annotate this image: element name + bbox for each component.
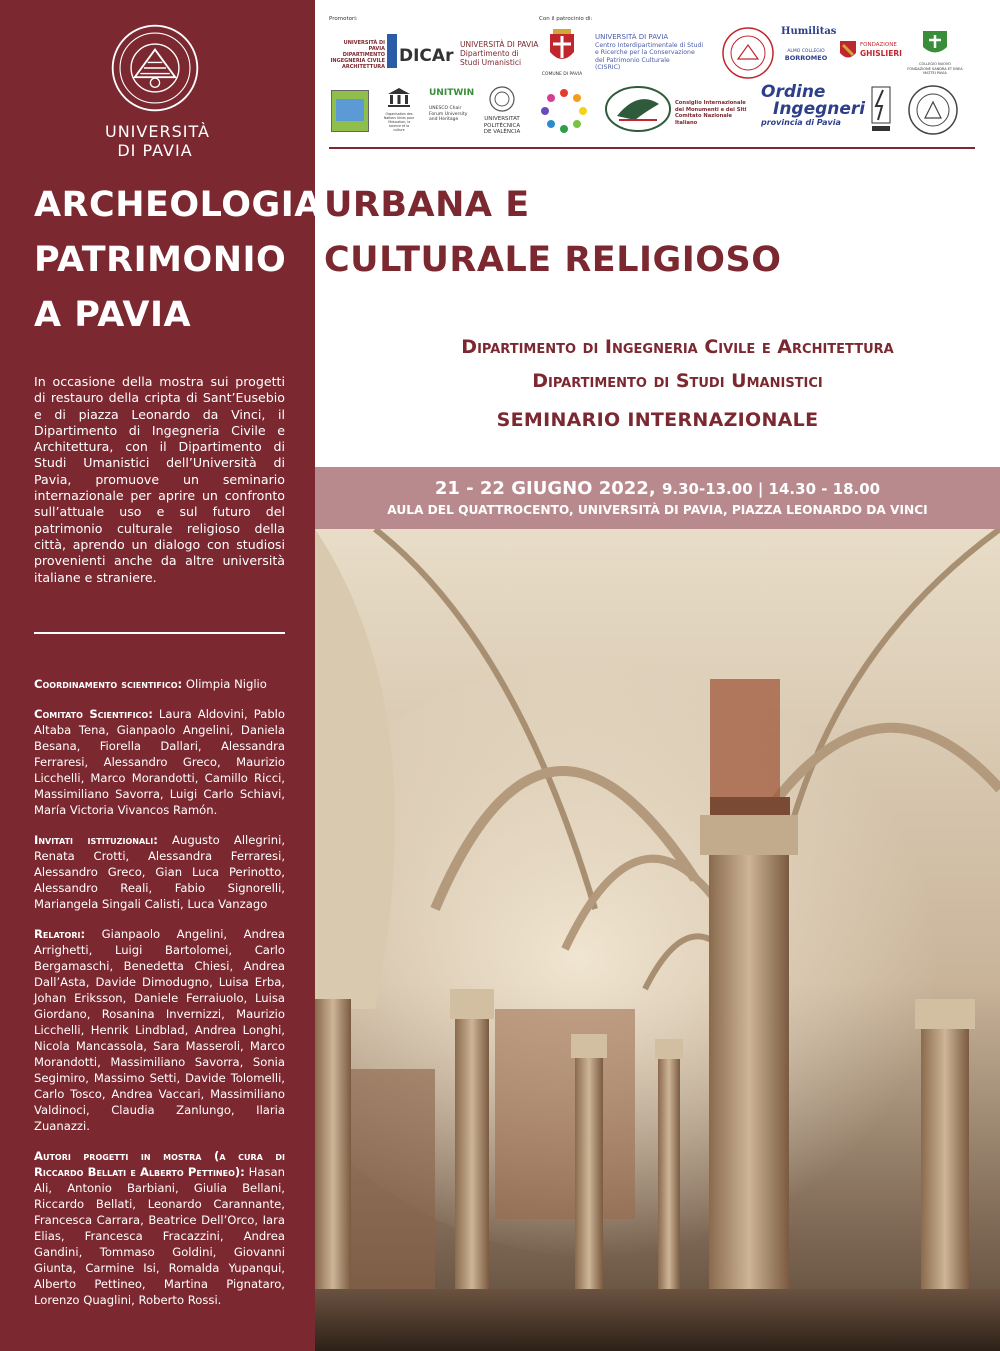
collegio-nuovo-crest-icon [922, 30, 948, 58]
university-logo [105, 22, 210, 160]
logo-icomos-line: Consiglio Internazionale [675, 100, 746, 106]
logo-comune-pavia [539, 28, 585, 77]
credit-names: Hasan Ali, Antonio Barbiani, Giulia Bellani, Riccardo Bellati, Leonardo Carannante, Francesca Carrara, Beatrice Dell’Orco, Iara Elias, Francesca Fracazzini, Andrea Gandini, Tommaso Goldini, Giovanni Giunta, Carmine Isi, Romalda Yupanqui, Alberto Pettineo, Martina Pignataro, Lorenzo Quaglini, Roberto Rossi. [34, 1165, 285, 1307]
credit-label: Relatori: [34, 927, 86, 941]
page-title [34, 178, 994, 343]
event-dates: 21 - 22 GIUGNO 2022, [434, 478, 656, 499]
title-part: A PAVIA [34, 295, 192, 335]
header-rule [329, 147, 975, 149]
logo-upv-line: DE VALÈNCIA [483, 129, 521, 135]
credit-names: Laura Aldovini, Pablo Altaba Tena, Gianpaolo Angelini, Daniela Besana, Fiorella Dallari, Alessandra Ferraresi, Alessandro Greco, Maurizio Licchelli, Marco Morandotti, Camillo Ricci, Massimiliano Savorra, Luigi Carlo Schiavi, María Victoria Vivancos Ramón. [34, 707, 285, 817]
logo-upv-line: POLITÈCNICA [483, 122, 521, 129]
partner-logos [315, 0, 1000, 160]
credit-comitato [34, 706, 285, 818]
event-dates-line [315, 477, 1000, 501]
logo-unitwin-line: UNESCO Chair [429, 106, 462, 111]
upv-seal-icon [489, 86, 515, 112]
credit-invitati [34, 832, 285, 912]
logo-ordine-line: Ordine [761, 82, 826, 102]
department-dsu: Dipartimento di Studi Umanistici [532, 370, 823, 392]
logo-upv [479, 86, 525, 136]
logo-unitwin-title: UNITWIN [429, 88, 475, 98]
logo-borromeo-line: BORROMEO [784, 54, 828, 62]
logo-unipv-dicar: UNIVERSITÀ DI PAVIA DIPARTIMENTO INGEGNERIA CIVILE ARCHITETTURA [330, 40, 385, 70]
credit-names: Olimpia Niglio [185, 677, 267, 691]
logo-cisric-line: e Ricerche per la Conservazione [595, 49, 695, 56]
logo-cisric-line: del Patrimonio Culturale [595, 56, 670, 64]
logo-unipv-dsu-line: Studi Umanistici [460, 58, 522, 67]
round-seal-icon [907, 84, 959, 136]
logo-collegio-nuovo-text: COLLEGIO NUOVO FONDAZIONE SANDRA ET ENEA MATTEI PAVIA [907, 62, 963, 75]
crypt-illustration [315, 529, 1000, 1351]
credit-names: Augusto Allegrini, Renata Crotti, Alessandra Ferraresi, Alessandro Greco, Gian Luca Perinotto, Alessandro Reali, Fabio Signorelli, Mariangela Singali Calisti, Luca Vanzago [34, 833, 286, 911]
university-name-line1: UNIVERSITÀ [105, 122, 210, 141]
logo-upv-line: UNIVERSITAT [484, 116, 520, 122]
department-dicar: Dipartimento di Ingegneria Civile e Architettura [461, 336, 894, 358]
event-band [315, 467, 1000, 529]
title-part: URBANA E [324, 185, 530, 225]
title-part: CULTURALE RELIGIOSO [324, 240, 782, 280]
logo-collegio-nuovo [907, 30, 963, 76]
credit-relatori [34, 926, 285, 1134]
logo-cisric-line: (CISRIC) [595, 64, 621, 71]
logo-unitwin-line: and Heritage [429, 117, 459, 122]
logo-upv-text [479, 116, 525, 136]
logo-ghislieri-line: FONDAZIONE [860, 42, 897, 48]
event-venue: AULA DEL QUATTROCENTO, UNIVERSITÀ DI PAVIA, PIAZZA LEONARDO DA VINCI [387, 503, 928, 517]
logo-dicar-text: DICAr [399, 46, 454, 66]
logo-book-cover [331, 90, 369, 132]
logo-ordine-ingegneri [761, 82, 866, 128]
logo-unitwin [429, 88, 475, 123]
credit-label: Comitato Scientifico: [34, 707, 153, 721]
credit-autori [34, 1148, 285, 1308]
logo-dicar [387, 34, 454, 68]
departments [315, 330, 1000, 434]
intro-text: In occasione della mostra sui progetti di restauro della cripta di Sant’Eusebio e di piazza Leonardo da Vinci, il Dipartimento di Ingegneria Civile e Architettura, con il Dipartimento di Studi Umanistici dell’Università di Pavia, promuove un seminario internazionale per aprire un confronto sull’attuale uso e sul futuro del patrimonio culturale religioso della città, aprendo un dialogo con studiosi provenienti anche da altre università italiane e straniere. [34, 374, 285, 585]
crypt-photo [315, 529, 1000, 1351]
unesco-temple-icon [386, 86, 412, 108]
logo-unipv-dsu-line: Dipartimento di [460, 49, 519, 58]
title-line-2 [34, 233, 994, 288]
logo-unitwin-sub [429, 106, 475, 123]
logo-cisric-line: Centro Interdipartimentale di Studi [595, 41, 704, 49]
title-part: PATRIMONIO [34, 240, 287, 280]
title-part: ARCHEOLOGIA [34, 185, 322, 225]
logo-ghislieri-line: GHISLIERI [860, 49, 902, 58]
logo-unesco-text: Organisation des Nations Unies pour l'éducation, la science et la culture [383, 112, 415, 132]
icomos-emblem-icon [605, 86, 671, 132]
title-line-1 [34, 178, 994, 233]
logo-borromeo-line: ALMO COLLEGIO [787, 49, 825, 54]
logo-unesco [383, 86, 415, 132]
colorful-circle-logo-icon [539, 88, 589, 134]
logo-ordine-line: provincia di Pavia [761, 118, 841, 127]
sidebar-divider [34, 632, 285, 634]
university-name-line2: DI PAVIA [117, 141, 193, 160]
patronage-label: Con il patrocinio di: [539, 16, 593, 22]
ghislieri-crest-icon [839, 40, 857, 62]
credit-label: Invitati istituzionali: [34, 833, 158, 847]
credit-label: Autori progetti in mostra (a cura di Riccardo Bellati e Alberto Pettineo): [34, 1149, 285, 1179]
event-times: 9.30-13.00 | 14.30 - 18.00 [661, 480, 881, 498]
seminar-label: SEMINARIO INTERNAZIONALE [496, 409, 819, 431]
logo-cisric-line: UNIVERSITÀ DI PAVIA [595, 33, 669, 41]
logo-borromeo-line: Humilitas [781, 26, 837, 37]
logo-icomos-line: dei Monumenti e dei Siti [675, 106, 747, 113]
credit-names: Gianpaolo Angelini, Andrea Arrighetti, Luigi Bartolomei, Carlo Bergamaschi, Benedetta Chiesi, Andrea Dall’Asta, Davide Dimodugno, Luisa Erba, Johan Eriksson, Daniele Ferraiuolo, Luisa Giordano, Rosanina Invernizzi, Maurizio Licchelli, Henrik Lindblad, Andrea Longhi, Nicola Mancassola, Sara Masseroli, Marco Morandotti, Massimiliano Savorra, Sonia Segimiro, Massimo Setti, Davide Tolomelli, Carlo Tosco, Andrea Vaccari, Massimiliano Valdinoci, Claudia Zanlungo, Ilaria Zuanazzi. [34, 927, 286, 1133]
university-seal-icon [109, 22, 201, 114]
logo-cisric [595, 34, 715, 72]
lightning-logo-icon [871, 86, 891, 132]
sabati-musei-seal-icon [721, 26, 775, 80]
university-name [105, 122, 210, 160]
logo-comune-text: COMUNE DI PAVIA [541, 72, 583, 77]
logo-unipv-dsu [460, 40, 540, 67]
logo-unitwin-line: Forum University [429, 111, 468, 117]
credit-label: Coordinamento scientifico: [34, 677, 183, 691]
promoters-label: Promotori: [329, 16, 358, 22]
credit-coordinamento [34, 676, 285, 692]
logo-icomos [605, 86, 755, 134]
logo-borromeo [781, 26, 837, 62]
logo-icomos-text [675, 100, 755, 126]
comune-crest-icon [547, 28, 577, 68]
credits [34, 676, 285, 1322]
logo-ordine-line: Ingegneri [773, 99, 866, 119]
logo-icomos-line: Comitato Nazionale Italiano [675, 113, 733, 126]
logo-unipv-dsu-line: UNIVERSITÀ DI PAVIA [460, 40, 539, 49]
